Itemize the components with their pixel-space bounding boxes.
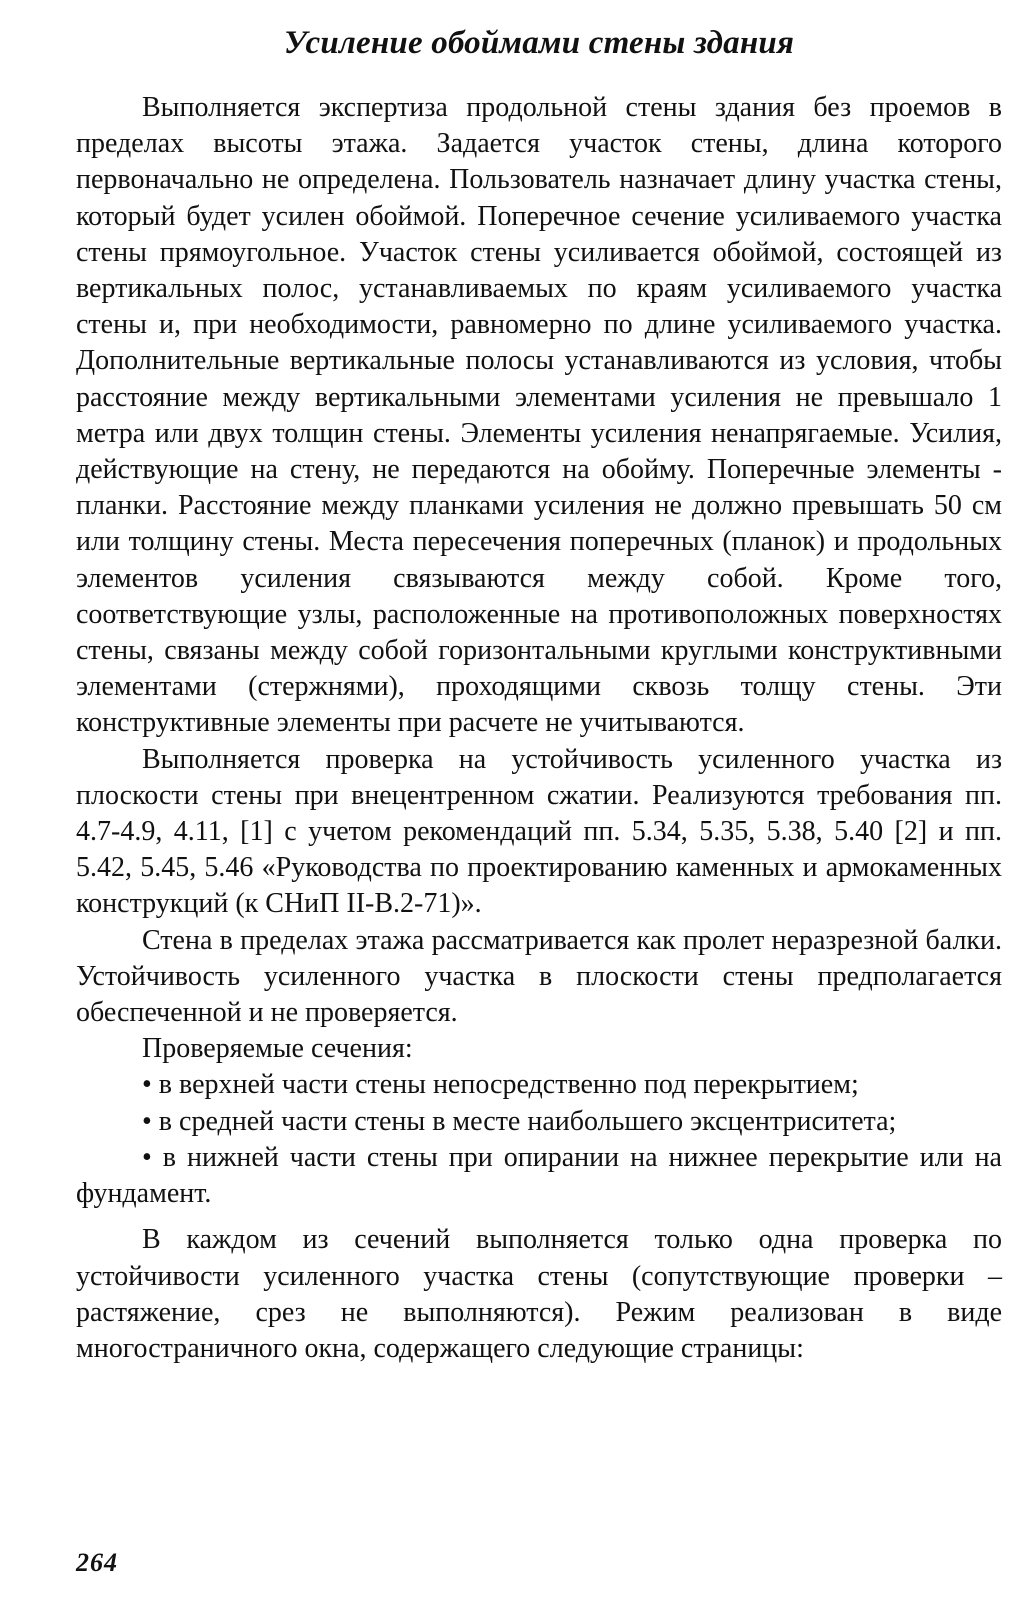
page-title: Усиление обоймами стены здания	[283, 25, 795, 61]
bullet-top-section: • в верхней части стены непосредственно под перекрытием;	[142, 1069, 859, 1101]
paragraph-checked-sections: Проверяемые сечения:	[142, 1033, 413, 1065]
paragraph-beam-model: Стена в пределах этажа рассматривается как пролет неразрезной балки. Устойчивость усиленного участка в плоскости стены предполагается обеспеченной и не проверяется.	[76, 924, 1002, 1029]
page-number: 264	[76, 1548, 118, 1577]
document-page	[76, 22, 1002, 1578]
paragraph-stability-check: Выполняется проверка на устойчивость усиленного участка из плоскости стены при внецентренном сжатии. Реализуются требования пп. 4.7-4.9, 4.11, [1] с учетом рекомендаций пп. 5.34, 5.35, 5.38, 5.40 [2] и пп. 5.42, 5.45, 5.46 «Руководства по проектированию каменных и армокаменных конструкций (к СНиП II-В.2-71)».	[76, 743, 1002, 920]
document-body	[76, 90, 1002, 1367]
paragraph-expertise: Выполняется экспертиза продольной стены здания без проемов в пределах высоты этажа. Задается участок стены, длина которого первоначально не определена. Пользователь назначает длину участка стены, который будет усилен обоймой. Поперечное сечение усиливаемого участка стены прямоугольное. Участок стены усиливается обоймой, состоящей из вертикальных полос, устанавливаемых по краям усиливаемого участка стены и, при необходимости, равномерно по длине усиливаемого участка. Дополнительные вертикальные полосы устанавливаются из условия, чтобы расстояние между вертикальными элементами усиления не превышало 1 метра или двух толщин стены. Элементы усиления ненапрягаемые. Усилия, действующие на стену, не передаются на обойму. Поперечные элементы - планки. Расстояние между планками усиления не должно превышать 50 см или толщину стены. Места пересечения поперечных (планок) и продольных элементов усиления связываются между собой. Кроме того, соответствующие узлы, расположенные на противоположных поверхностях стены, связаны между собой горизонтальными круглыми конструктивными элементами (стержнями), проходящими сквозь толщу стены. Эти конструктивные элементы при расчете не учитываются.	[76, 92, 1002, 739]
paragraph-multipage-window: В каждом из сечений выполняется только одна проверка по устойчивости усиленного участка стены (сопутствующие проверки – растяжение, срез не выполняются). Режим реализован в виде многостраничного окна, содержащего следующие страницы:	[76, 1224, 1002, 1364]
bullet-middle-section: • в средней части стены в месте наибольшего эксцентриситета;	[142, 1105, 897, 1137]
bullet-bottom-section: • в нижней части стены при опирании на нижнее перекрытие или на фундамент.	[76, 1141, 1002, 1210]
